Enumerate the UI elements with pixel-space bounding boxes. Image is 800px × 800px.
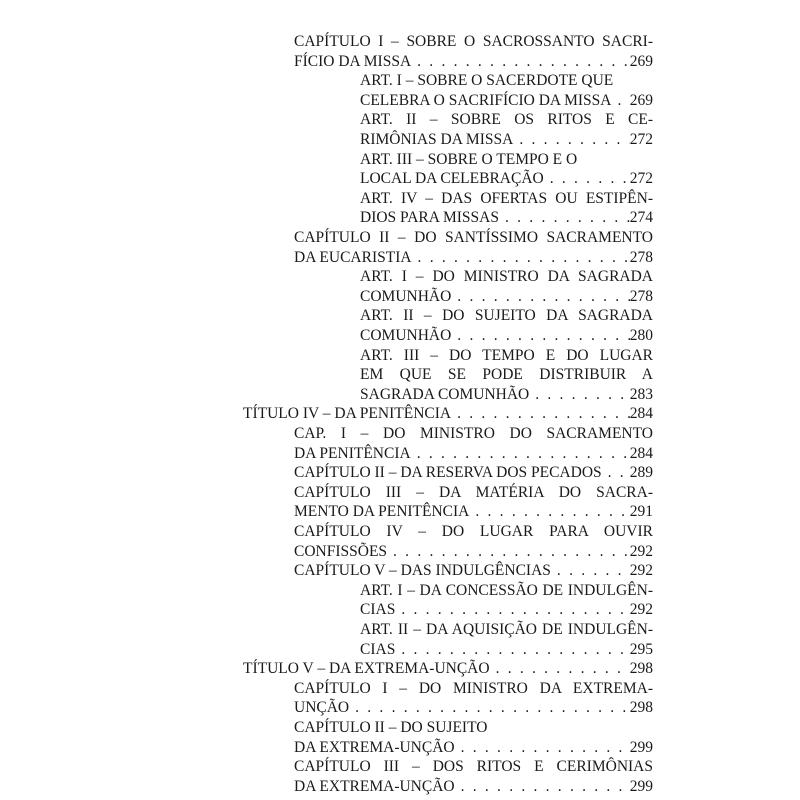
toc-line [294,483,653,503]
toc-line [360,189,653,209]
dot-leader [412,248,630,268]
toc-entry-text: CIAS [360,601,396,619]
toc-line [294,522,653,542]
toc-line [294,757,653,777]
toc-entry-text: ART. I – DA CONCESSÃO DE INDULGÊN- [360,581,653,599]
dot-leader [469,502,629,522]
toc-entry-text: ART. II – DA AQUISIÇÃO DE INDULGÊN- [360,621,653,638]
toc-entry-text: CAPÍTULO I – DO MINISTRO DA EXTREMA- [294,679,653,697]
toc-line [294,424,653,444]
toc-entry-text: CAP. I – DO MINISTRO DO SACRAMENTO [294,425,653,442]
toc-line [360,620,653,640]
toc-line [360,600,653,620]
toc-entry-text: DA EXTREMA-UNÇÃO [294,738,455,756]
toc-line [360,91,653,111]
toc-page-number: 295 [629,640,653,658]
toc-page-number: 299 [629,777,653,795]
dot-leader [455,738,630,758]
dot-leader [612,91,630,111]
dot-leader [499,208,630,228]
toc-line [294,228,653,248]
toc-line [294,502,653,522]
toc-line [294,463,653,483]
toc-line [360,581,653,601]
toc-entry-text: CONFISSÕES [294,542,388,560]
toc-entry-text: LOCAL DA CELEBRAÇÃO [360,170,544,188]
toc-entry-text: CAPÍTULO III – DOS RITOS E CERIMÔNIAS [294,758,653,776]
toc-entry-text: ART. I – DO MINISTRO DA SAGRADA [360,268,653,286]
toc-page-number: 298 [629,660,653,678]
toc-page-number: 269 [629,52,653,70]
toc-entry-text: DIOS PARA MISSAS [360,209,499,227]
toc-entry-text: CELEBRA O SACRIFÍCIO DA MISSA [360,91,612,109]
toc-entry-text: TÍTULO IV – DA PENITÊNCIA [243,405,452,423]
toc-entry-text: EM QUE SE PODE DISTRIBUIR A [360,366,653,384]
toc-line [243,404,653,424]
toc-line [360,326,653,346]
toc-line [294,679,653,699]
toc-entry-text: ART. II – DO SUJEITO DA SAGRADA [360,307,653,325]
toc-page-number: 292 [629,542,653,560]
toc-entry-text: CIAS [360,640,396,658]
toc-line [294,561,653,581]
toc-entry-text: COMUNHÃO [360,327,452,344]
toc-entry-text: DA EUCARISTIA [294,248,412,266]
toc-entry-text: CAPÍTULO I – SOBRE O SACROSSANTO SACRI- [294,33,653,50]
toc-entry-text: DA EXTREMA-UNÇÃO [294,777,455,795]
toc-entry-text: CAPÍTULO III – DA MATÉRIA DO SACRA- [294,483,653,501]
toc-entry-text: ART. II – SOBRE OS RITOS E CE- [360,111,653,129]
toc-page-number: 272 [629,170,653,188]
toc-entry-text: ART. I – SOBRE O SACERDOTE QUE [360,72,614,90]
toc-line [360,130,653,150]
dot-leader [551,561,630,581]
toc-line [360,346,653,366]
toc-line [360,385,653,405]
toc-line [360,267,653,287]
dot-leader [451,326,629,346]
toc-line [294,718,653,738]
toc-page-number: 280 [629,327,653,344]
toc-line [294,542,653,562]
toc-entry-text: ART. III – DO TEMPO E DO LUGAR [360,346,653,364]
toc-entry-text: TÍTULO V – DA EXTREMA-UNÇÃO [243,660,490,678]
toc-entry-text: CAPÍTULO II – DO SUJEITO [294,719,488,736]
toc-line [360,306,653,326]
toc-line [360,71,653,91]
toc-line [360,110,653,130]
dot-leader [411,444,630,464]
dot-leader [451,287,629,307]
dot-leader [411,52,630,72]
toc-entry-text: FÍCIO DA MISSA [294,52,412,70]
toc-entry-text: MENTO DA PENITÊNCIA [294,503,470,521]
dot-leader [544,169,630,189]
toc-entry-text: CAPÍTULO II – DA RESERVA DOS PECADOS [294,464,602,482]
toc-line [294,738,653,758]
toc-line [294,52,653,72]
toc-page-number: 292 [629,562,653,580]
toc-page-number: 291 [629,503,653,521]
toc-page-number: 292 [629,601,653,619]
toc-page-number: 298 [629,699,653,717]
toc-entry-text: ART. IV – DAS OFERTAS OU ESTIPÊN- [360,189,653,207]
toc-line [294,248,653,268]
dot-leader [349,698,630,718]
toc-page-number: 278 [629,287,653,305]
toc-line [360,287,653,307]
dot-leader [387,542,630,562]
toc-line [360,640,653,660]
toc-line [294,32,653,52]
toc-page-number: 272 [629,131,653,148]
toc-entry-text: DA PENITÊNCIA [294,444,411,462]
toc-entry-text: SAGRADA COMUNHÃO [360,385,530,403]
toc-line [360,169,653,189]
dot-leader [395,640,629,660]
dot-leader [455,777,630,797]
toc-entry-text: ART. III – SOBRE O TEMPO E O [360,150,578,168]
toc-line [294,698,653,718]
toc-line [294,777,653,797]
toc-line [360,208,653,228]
toc-page-number: 299 [629,738,653,756]
toc-page-number: 289 [629,464,653,482]
toc-page-number: 274 [629,209,653,227]
toc-line [360,150,653,170]
dot-leader [451,404,630,424]
toc-line [294,444,653,464]
toc-entry-text: CAPÍTULO V – DAS INDULGÊNCIAS [294,562,551,580]
toc-entry-text: CAPÍTULO II – DO SANTÍSSIMO SACRAMENTO [294,229,653,246]
toc-page-number: 284 [629,444,653,462]
toc-page-number: 278 [629,248,653,266]
toc-entry-text: COMUNHÃO [360,287,452,305]
toc-line [360,365,653,385]
toc-page-number: 284 [629,405,653,423]
dot-leader [490,659,630,679]
toc-page-number: 269 [629,91,653,109]
toc-entry-text: CAPÍTULO IV – DO LUGAR PARA OUVIR [294,523,653,540]
dot-leader [395,600,629,620]
toc-entry-text: RIMÔNIAS DA MISSA [360,131,514,148]
toc-line [243,659,653,679]
dot-leader [602,463,630,483]
toc-entry-text: UNÇÃO [294,699,350,717]
toc-page-number: 283 [629,385,653,403]
dot-leader [529,385,630,405]
dot-leader [513,130,629,150]
